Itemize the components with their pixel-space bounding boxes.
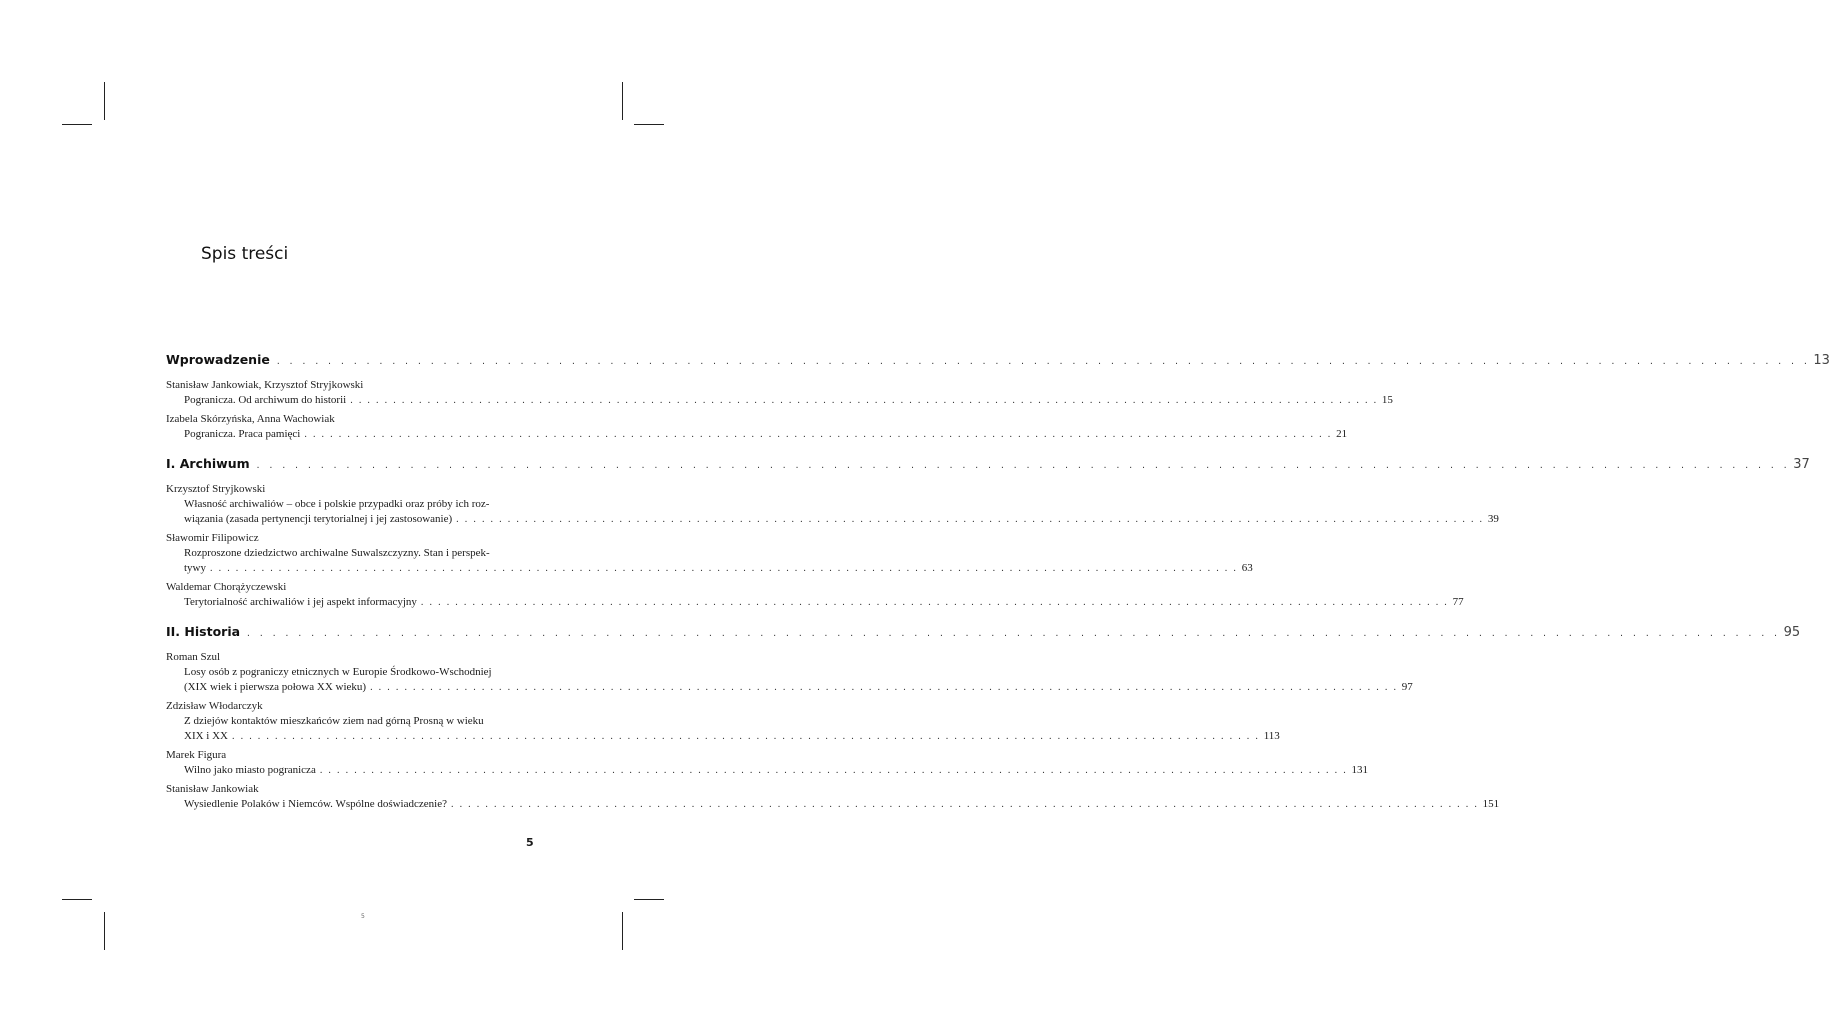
entry-title: wiązania (zasada pertynencji terytorialnej i jej zastosowanie) xyxy=(184,513,453,525)
toc-entry xyxy=(166,714,1280,744)
entry-title-last-line xyxy=(184,561,1253,576)
dot-leader: . . . . . . . . . . . . . . . . . . . . . . . . . . . . . . . . . . . . . . . . . . . . . . . . . . . . . . . . . . . . . . . . . . . . . . . . . . . . . . . . . . . . . . . . . . . . . . . . . . . . . . . . . . . . . . . . . . . . . . . . xyxy=(319,765,1348,776)
dot-leader: . . . . . . . . . . . . . . . . . . . . . . . . . . . . . . . . . . . . . . . . . . . . . . . . . . . . . . . . . . . . . . . . . . . . . . . . . . . . . . . . . . . . . . . . . . . . . . . . . . . . . . . . . . . . . . . . . . . . . . . . xyxy=(275,357,1810,366)
entry-title-last-line xyxy=(184,427,1348,442)
entry-title: Pogranicza. Praca pamięci xyxy=(184,428,301,440)
entry-page: 113 xyxy=(1263,730,1280,742)
dot-leader: . . . . . . . . . . . . . . . . . . . . . . . . . . . . . . . . . . . . . . . . . . . . . . . . . . . . . . . . . . . . . . . . . . . . . . . . . . . . . . . . . . . . . . . . . . . . . . . . . . . . . . . . . . . . . . . . . . . . . . . . xyxy=(370,682,1398,693)
section-label: II. Historia xyxy=(166,624,241,639)
entry-page: 21 xyxy=(1336,428,1348,440)
section-label: Wprowadzenie xyxy=(166,352,270,367)
entry-title: Wilno jako miasto pogranicza xyxy=(184,764,316,776)
entry-title: XIX i XX xyxy=(184,730,228,742)
entry-author: Krzysztof Stryjkowski xyxy=(166,483,266,495)
entry-author: Zdzisław Włodarczyk xyxy=(166,700,263,712)
entry-title-line: Z dziejów kontaktów mieszkańców ziem nad górną Prosną w wieku xyxy=(184,715,484,727)
dot-leader: . . . . . . . . . . . . . . . . . . . . . . . . . . . . . . . . . . . . . . . . . . . . . . . . . . . . . . . . . . . . . . . . . . . . . . . . . . . . . . . . . . . . . . . . . . . . . . . . . . . . . . . . . . . . . . . . . . . . . . . . xyxy=(210,563,1238,574)
entry-page: 15 xyxy=(1381,394,1393,406)
section-heading xyxy=(166,624,1801,646)
dot-leader: . . . . . . . . . . . . . . . . . . . . . . . . . . . . . . . . . . . . . . . . . . . . . . . . . . . . . . . . . . . . . . . . . . . . . . . . . . . . . . . . . . . . . . . . . . . . . . . . . . . . . . . . . . . . . . . . . . . . . . . . xyxy=(420,597,1449,608)
entry-title-last-line xyxy=(184,729,1280,744)
entry-page: 63 xyxy=(1241,562,1253,574)
section-page: 37 xyxy=(1793,457,1810,472)
entry-title-last-line xyxy=(184,763,1369,778)
folio: 5 xyxy=(361,913,365,920)
entry-title: Wysiedlenie Polaków i Niemców. Wspólne doświadczenie? xyxy=(184,798,447,810)
section-heading xyxy=(166,352,1830,374)
toc-entry xyxy=(166,595,1464,610)
entry-page: 77 xyxy=(1452,596,1464,608)
entry-title-line: Własność archiwaliów – obce i polskie przypadki oraz próby ich roz- xyxy=(184,498,490,510)
entry-title: Pogranicza. Od archiwum do historii xyxy=(184,394,347,406)
entry-title-last-line xyxy=(184,393,1393,408)
entry-author: Marek Figura xyxy=(166,749,227,761)
dot-leader: . . . . . . . . . . . . . . . . . . . . . . . . . . . . . . . . . . . . . . . . . . . . . . . . . . . . . . . . . . . . . . . . . . . . . . . . . . . . . . . . . . . . . . . . . . . . . . . . . . . . . . . . . . . . . . . . . . . . . . . . xyxy=(255,461,1790,470)
entry-page: 151 xyxy=(1482,798,1500,810)
toc-entry xyxy=(166,393,1393,408)
crop-mark xyxy=(622,82,623,120)
entry-title-last-line xyxy=(184,595,1464,610)
entry-title-last-line xyxy=(184,680,1413,695)
section-gap xyxy=(166,610,552,624)
dot-leader: . . . . . . . . . . . . . . . . . . . . . . . . . . . . . . . . . . . . . . . . . . . . . . . . . . . . . . . . . . . . . . . . . . . . . . . . . . . . . . . . . . . . . . . . . . . . . . . . . . . . . . . . . . . . . . . . . . . . . . . . xyxy=(450,799,1479,810)
crop-mark xyxy=(62,899,92,900)
section-heading xyxy=(166,456,1810,478)
section-page: 95 xyxy=(1783,625,1801,640)
entry-page: 97 xyxy=(1401,681,1413,693)
crop-mark xyxy=(62,124,92,125)
toc-entry xyxy=(166,546,1253,576)
entry-page: 39 xyxy=(1487,513,1499,525)
entry-author: Stanisław Jankowiak, Krzysztof Stryjkowski xyxy=(166,379,364,391)
page-title: Spis treści xyxy=(201,244,289,264)
toc-entry xyxy=(166,497,1499,527)
entry-title-line: Rozproszone dziedzictwo archiwalne Suwalszczyzny. Stan i perspek- xyxy=(184,547,490,559)
crop-mark xyxy=(104,82,105,120)
dot-leader: . . . . . . . . . . . . . . . . . . . . . . . . . . . . . . . . . . . . . . . . . . . . . . . . . . . . . . . . . . . . . . . . . . . . . . . . . . . . . . . . . . . . . . . . . . . . . . . . . . . . . . . . . . . . . . . . . . . . . . . . xyxy=(350,395,1378,406)
entry-author: Roman Szul xyxy=(166,651,221,663)
entry-author: Stanisław Jankowiak xyxy=(166,783,259,795)
toc-entry xyxy=(166,427,1348,442)
crop-mark xyxy=(622,912,623,950)
entry-title: (XIX wiek i pierwsza połowa XX wieku) xyxy=(184,681,367,693)
dot-leader: . . . . . . . . . . . . . . . . . . . . . . . . . . . . . . . . . . . . . . . . . . . . . . . . . . . . . . . . . . . . . . . . . . . . . . . . . . . . . . . . . . . . . . . . . . . . . . . . . . . . . . . . . . . . . . . . . . . . . . . . xyxy=(456,514,1484,525)
crop-mark xyxy=(104,912,105,950)
section-page: 13 xyxy=(1813,353,1830,368)
crop-mark xyxy=(634,124,664,125)
entry-title: Terytorialność archiwaliów i jej aspekt informacyjny xyxy=(184,596,417,608)
entry-title: tywy xyxy=(184,562,206,574)
entry-author: Sławomir Filipowicz xyxy=(166,532,259,544)
dot-leader: . . . . . . . . . . . . . . . . . . . . . . . . . . . . . . . . . . . . . . . . . . . . . . . . . . . . . . . . . . . . . . . . . . . . . . . . . . . . . . . . . . . . . . . . . . . . . . . . . . . . . . . . . . . . . . . . . . . . . . . . xyxy=(304,429,1333,440)
section-label: I. Archiwum xyxy=(166,456,250,471)
section-gap xyxy=(166,442,552,456)
toc-entry xyxy=(166,797,1500,812)
page-number: 5 xyxy=(526,836,534,849)
toc-entry xyxy=(166,665,1413,695)
toc-entry xyxy=(166,763,1369,778)
entry-title-last-line xyxy=(184,512,1499,527)
dot-leader: . . . . . . . . . . . . . . . . . . . . . . . . . . . . . . . . . . . . . . . . . . . . . . . . . . . . . . . . . . . . . . . . . . . . . . . . . . . . . . . . . . . . . . . . . . . . . . . . . . . . . . . . . . . . . . . . . . . . . . . . xyxy=(246,629,1780,638)
crop-mark xyxy=(634,899,664,900)
entry-page: 131 xyxy=(1351,764,1369,776)
table-of-contents xyxy=(166,352,1830,812)
entry-title-last-line xyxy=(184,797,1500,812)
entry-author: Izabela Skórzyńska, Anna Wachowiak xyxy=(166,413,335,425)
entry-title-line: Losy osób z pograniczy etnicznych w Europie Środkowo-Wschodniej xyxy=(184,666,492,678)
entry-author: Waldemar Chorążyczewski xyxy=(166,581,287,593)
dot-leader: . . . . . . . . . . . . . . . . . . . . . . . . . . . . . . . . . . . . . . . . . . . . . . . . . . . . . . . . . . . . . . . . . . . . . . . . . . . . . . . . . . . . . . . . . . . . . . . . . . . . . . . . . . . . . . . . . . . . . . . . xyxy=(232,731,1260,742)
